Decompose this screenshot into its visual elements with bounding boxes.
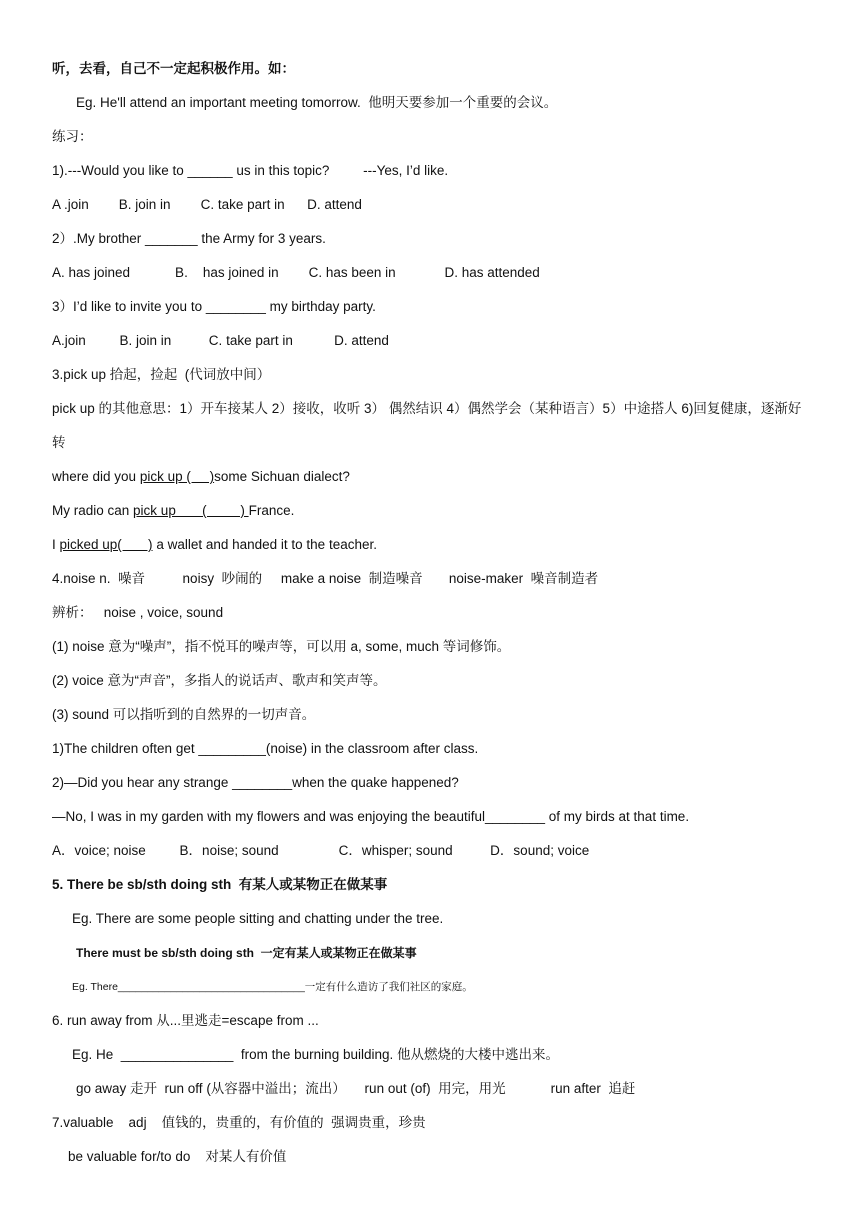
noise-options: A．voice; noise B．noise; sound C．whisper; sound D．sound; voice (52, 843, 590, 858)
section-pick-up: 3.pick up 拾起，捡起 (代词放中间） (52, 367, 271, 382)
underlined-phrase: picked up( ) (59, 537, 153, 552)
section-valuable: 7.valuable adj 值钱的，贵重的，有价值的 强调贵重，珍贵 (52, 1115, 426, 1130)
question-2: 2）.My brother _______ the Army for 3 years. (52, 231, 326, 246)
pick-up-example-2 (52, 502, 294, 520)
note-noise: (1) noise 意为“噪声”，指不悦耳的噪声等，可以用 a, some, much 等词修饰。 (52, 639, 511, 654)
text-part: where did you (52, 469, 140, 484)
options-1: A .join B. join in C. take part in D. attend (52, 197, 362, 212)
question-1: 1).---Would you like to ______ us in this topic? ---Yes, I’d like. (52, 163, 449, 178)
pick-up-example-3 (52, 536, 377, 554)
run-phrases: go away 走开 run off (从容器中溢出；流出） run out (of) 用完，用光 run after 追赶 (76, 1081, 636, 1096)
noise-question-2: 2)—Did you hear any strange ________when the quake happened? (52, 775, 459, 790)
underlined-phrase: pick up ( ) (139, 469, 215, 484)
section-run-away: 6. run away from 从...里逃走=escape from ... (52, 1013, 319, 1028)
pick-up-meanings: pick up 的其他意思：1）开车接某人 2）接收，收听 3） 偶然结识 4）偶然学会（某种语言）5）中途搭人 6)回复健康，逐渐好转 (52, 401, 802, 450)
options-2: A. has joined B. has joined in C. has been in D. has attended (52, 265, 540, 280)
valuable-phrase: be valuable for/to do 对某人有价值 (68, 1149, 287, 1164)
text-part: My radio can (52, 503, 134, 518)
note-sound: (3) sound 可以指听到的自然界的一切声音。 (52, 707, 316, 722)
options-3: A.join B. join in C. take part in D. attend (52, 333, 389, 348)
note-voice: (2) voice 意为“声音”，多指人的说话声、歌声和笑声等。 (52, 673, 387, 688)
section-there-be: 5. There be sb/sth doing sth 有某人或某物正在做某事 (52, 877, 388, 892)
noise-question-1: 1)The children often get _________(noise) in the classroom after class. (52, 741, 479, 756)
text-part: France. (248, 503, 295, 518)
text-part: I (52, 537, 60, 552)
question-3: 3）I’d like to invite you to ________ my birthday party. (52, 299, 376, 314)
intro-line: 听，去看，自己不一定起积极作用。如： (52, 61, 295, 76)
text-part: some Sichuan dialect? (214, 469, 350, 484)
there-be-example: Eg. There are some people sitting and chatting under the tree. (72, 911, 444, 926)
exercise-heading: 练习： (52, 129, 93, 144)
example-sentence: Eg. He'll attend an important meeting tomorrow. 他明天要参加一个重要的会议。 (76, 95, 558, 110)
noise-question-2-reply: —No, I was in my garden with my flowers and was enjoying the beautiful________ of my birds at that time. (52, 809, 690, 824)
distinction-heading: 辨析： noise , voice, sound (52, 605, 224, 620)
there-must-be-heading: There must be sb/sth doing sth 一定有某人或某物正在做某事 (76, 946, 417, 960)
section-noise: 4.noise n. 噪音 noisy 吵闹的 make a noise 制造噪音 noise-maker 噪音制造者 (52, 571, 599, 586)
pick-up-example-1 (52, 468, 350, 486)
there-must-be-example: Eg. There________________________________一定有什么造访了我们社区的家庭。 (72, 981, 473, 993)
text-part: a wallet and handed it to the teacher. (152, 537, 377, 552)
run-away-example: Eg. He _______________ from the burning building. 他从燃烧的大楼中逃出来。 (72, 1047, 559, 1062)
underlined-phrase: pick up ( ) (133, 503, 249, 518)
